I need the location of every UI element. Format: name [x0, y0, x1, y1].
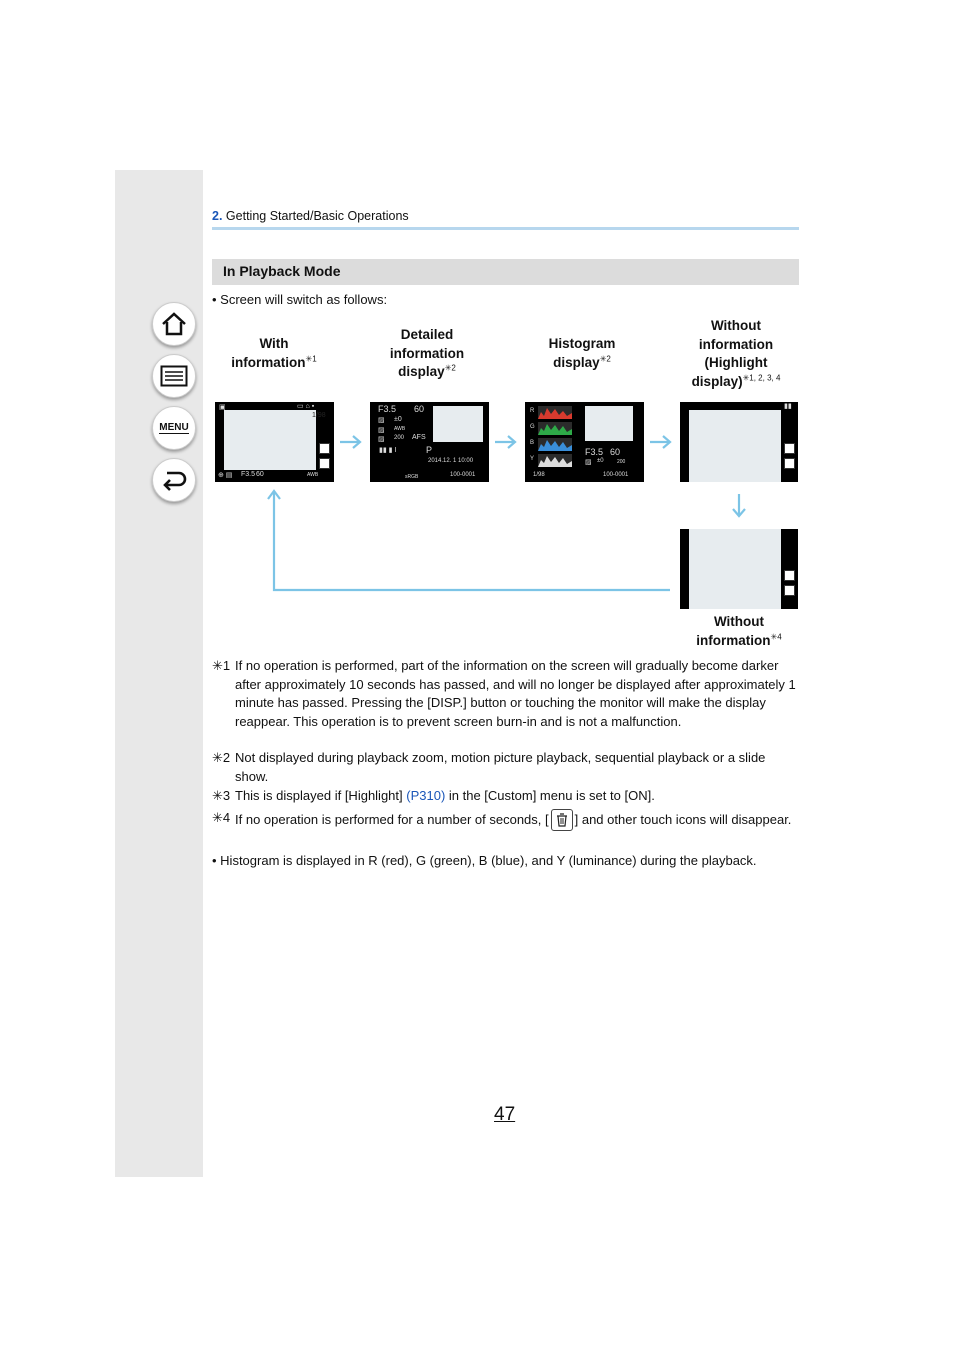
- focus-mode: AFS: [412, 434, 426, 441]
- channel-label: G: [530, 424, 535, 430]
- histogram-note: • Histogram is displayed in R (red), G (green), B (blue), and Y (luminance) during the playback.: [212, 853, 757, 868]
- shutter-value: 60: [610, 447, 621, 457]
- caption-line: Without: [713, 614, 765, 629]
- footnote-ref: ✳4: [770, 632, 782, 641]
- ev-value: ±0: [597, 458, 604, 464]
- return-loop-arrow-icon: [274, 492, 670, 590]
- aperture-value: F3.5: [378, 404, 397, 414]
- chapter-title: Getting Started/Basic Operations: [225, 209, 409, 223]
- page-link-p310[interactable]: (P310): [406, 788, 446, 803]
- caption-line: display): [691, 373, 743, 389]
- caption-line: Histogram: [548, 336, 616, 351]
- caption-line: (Highlight: [704, 355, 768, 370]
- info-icons: ⊕ ▤: [218, 472, 233, 479]
- caption-line: information: [389, 345, 465, 361]
- menu-label: MENU: [159, 422, 189, 433]
- caption-line: display: [398, 364, 445, 379]
- footnote-text-part: If no operation is performed for a number of seconds, [: [235, 812, 549, 827]
- page-number: 47: [494, 1104, 516, 1125]
- footnote-text-part: ] and other touch icons will disappear.: [574, 812, 792, 827]
- footnote-3: [212, 787, 800, 806]
- footnote-ref: ✳2: [599, 354, 611, 363]
- iso-icon: ▨: [378, 436, 385, 443]
- wb-value: AWB: [394, 426, 406, 432]
- footnote-2: [212, 749, 800, 786]
- date-time: 2014.12. 1 10:00: [428, 458, 474, 464]
- iso-value: 200: [394, 435, 405, 441]
- footnote-1: [212, 657, 800, 731]
- recording-mode: P: [426, 445, 433, 455]
- trash-icon: [551, 809, 573, 831]
- exposure-comp-icon: ▨: [585, 459, 592, 466]
- caption-line: information: [231, 354, 306, 370]
- footnote-mark: ✳2: [212, 750, 231, 765]
- chapter-number: 2.: [212, 209, 223, 223]
- file-number: 100-0001: [450, 472, 476, 478]
- iso-value: 200: [617, 459, 626, 465]
- footnote-mark: ✳4: [212, 810, 231, 825]
- footnote-mark: ✳1: [212, 658, 231, 673]
- color-space: sRGB: [405, 474, 419, 480]
- section-title: In Playback Mode: [223, 263, 341, 279]
- playback-icon: ▣: [219, 404, 226, 411]
- ev-value: ±0: [394, 416, 402, 423]
- shutter-value: 60: [256, 471, 264, 478]
- footnote-ref: ✳2: [444, 363, 456, 373]
- footnote-text-part: This is displayed if [Highlight]: [235, 788, 407, 803]
- channel-label: Y: [530, 456, 535, 462]
- aperture-value: F3.5: [585, 447, 604, 457]
- exposure-comp-icon: ▨: [378, 417, 385, 424]
- caption-line: With: [259, 336, 289, 351]
- battery-icon: ▭ ⌂ ▪: [297, 403, 315, 410]
- file-number: 100-0001: [603, 472, 629, 478]
- image-counter: 1/98: [312, 412, 326, 419]
- footnote-text: [235, 787, 800, 806]
- image-counter: 1/98: [533, 472, 545, 478]
- footnote-text: If no operation is performed, part of the information on the screen will gradually become darker after approximately 10 seconds has passed, and will no longer be displayed after approximately 1 minute has passed. Pressing the [DISP.] button or touching the monitor will make the display reappear. This operation is to prevent screen burn-in and is not a malfunction.: [235, 658, 796, 729]
- caption-line: display: [553, 354, 600, 370]
- caption-line: Without: [710, 318, 762, 333]
- footnote-ref: ✳1: [305, 354, 317, 363]
- footnote-text: [235, 809, 800, 831]
- aperture-value: F3.5: [241, 471, 256, 478]
- setting-icons: ▮▮ ▮ I: [379, 447, 397, 454]
- channel-label: R: [530, 408, 535, 414]
- channel-label: B: [530, 440, 535, 446]
- battery-icon: ▮▮: [784, 403, 792, 410]
- shutter-value: 60: [414, 404, 425, 414]
- footnote-text: Not displayed during playback zoom, motion picture playback, sequential playback or a slide show.: [235, 750, 766, 784]
- caption-line: Detailed: [400, 327, 454, 342]
- wb-value: AWB: [307, 472, 319, 478]
- caption-line: information: [698, 336, 774, 352]
- footnote-4: [212, 809, 800, 831]
- footnote-mark: ✳3: [212, 788, 231, 803]
- caption-line: information: [696, 632, 771, 648]
- wb-icon: ▨: [378, 427, 385, 434]
- footnote-ref: ✳1, 2, 3, 4: [742, 373, 781, 382]
- intro-bullet: • Screen will switch as follows:: [212, 292, 388, 307]
- footnote-text-part: in the [Custom] menu is set to [ON].: [445, 788, 655, 803]
